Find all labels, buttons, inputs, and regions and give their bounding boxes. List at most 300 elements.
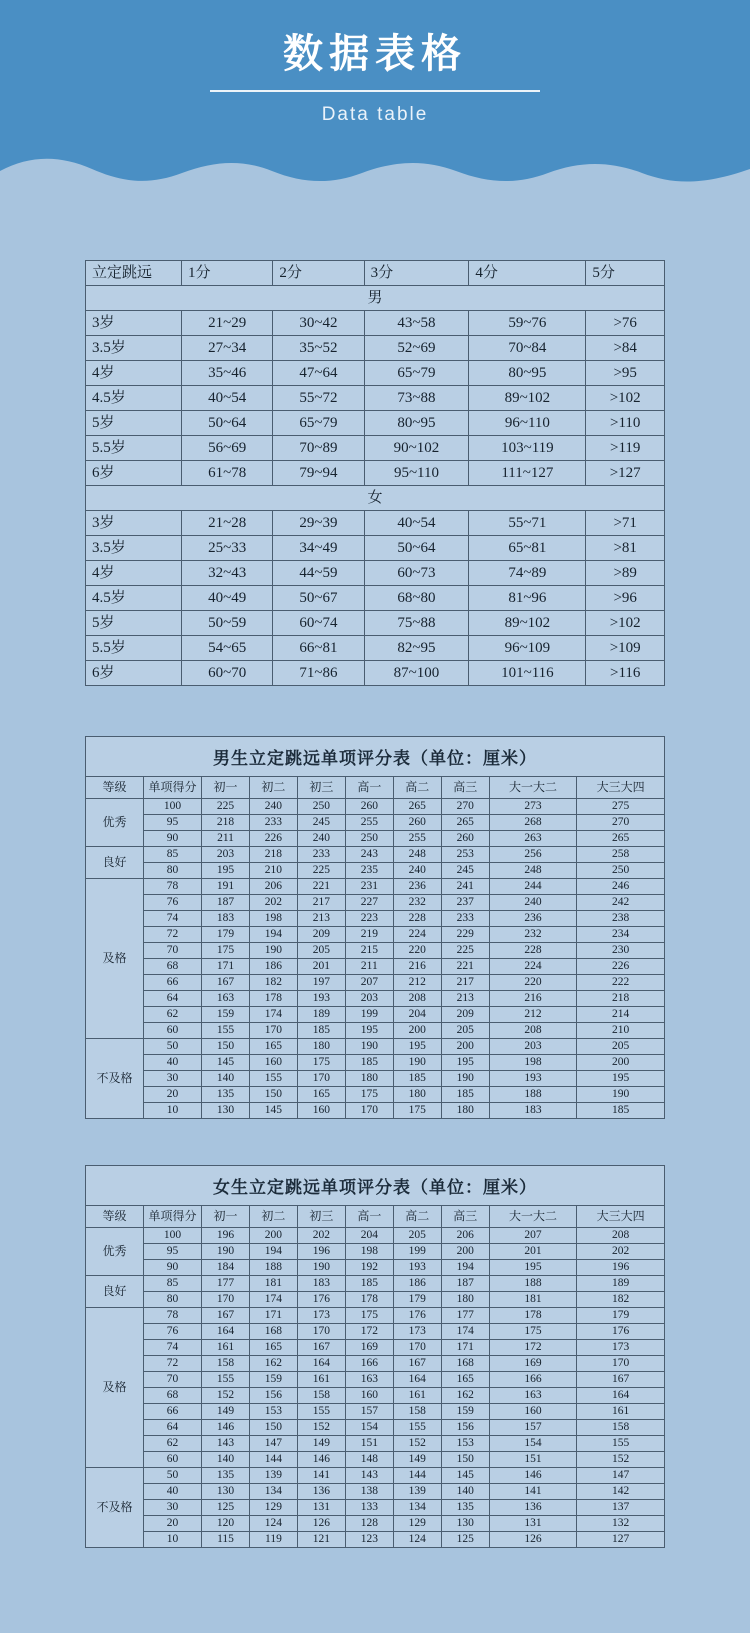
cell: 197 xyxy=(297,975,345,991)
cell: 136 xyxy=(297,1484,345,1500)
cell: 221 xyxy=(297,879,345,895)
cell: 164 xyxy=(202,1324,250,1340)
cell: 127 xyxy=(577,1532,665,1548)
cell: 160 xyxy=(249,1055,297,1071)
cell: 161 xyxy=(577,1404,665,1420)
cell: 199 xyxy=(345,1007,393,1023)
column-header: 单项得分 xyxy=(144,1206,202,1228)
cell: >76 xyxy=(586,311,665,336)
cell: 180 xyxy=(441,1103,489,1119)
cell: 225 xyxy=(202,799,250,815)
cell: 119 xyxy=(249,1532,297,1548)
cell: 149 xyxy=(393,1452,441,1468)
cell: 226 xyxy=(577,959,665,975)
cell: 35~52 xyxy=(273,336,364,361)
cell: 221 xyxy=(441,959,489,975)
cell: >110 xyxy=(586,411,665,436)
table-row xyxy=(86,1276,665,1292)
cell: 175 xyxy=(393,1103,441,1119)
cell: 134 xyxy=(249,1484,297,1500)
cell: 134 xyxy=(393,1500,441,1516)
cell: 115 xyxy=(202,1532,250,1548)
cell: 205 xyxy=(577,1039,665,1055)
gender-section-row xyxy=(86,286,665,311)
cell: 150 xyxy=(249,1420,297,1436)
cell: 20 xyxy=(144,1516,202,1532)
cell: 90 xyxy=(144,831,202,847)
table-header-row xyxy=(86,777,665,799)
cell: 188 xyxy=(249,1260,297,1276)
cell: 218 xyxy=(249,847,297,863)
table-row xyxy=(86,1055,665,1071)
table-row xyxy=(86,1292,665,1308)
table-row xyxy=(86,927,665,943)
table-row xyxy=(86,895,665,911)
cell: 181 xyxy=(249,1276,297,1292)
male-scoring-title: 男生立定跳远单项评分表（单位：厘米） xyxy=(85,736,665,776)
column-header: 大一大二 xyxy=(489,1206,577,1228)
cell: 85 xyxy=(144,847,202,863)
table-row xyxy=(86,863,665,879)
cell: 194 xyxy=(249,927,297,943)
cell: 233 xyxy=(297,847,345,863)
cell: 219 xyxy=(345,927,393,943)
cell: 172 xyxy=(489,1340,577,1356)
cell: 129 xyxy=(393,1516,441,1532)
cell: 228 xyxy=(489,943,577,959)
cell: 245 xyxy=(441,863,489,879)
cell: 240 xyxy=(393,863,441,879)
table-row xyxy=(86,411,665,436)
cell: 52~69 xyxy=(364,336,469,361)
column-header: 5分 xyxy=(586,261,665,286)
cell: 131 xyxy=(297,1500,345,1516)
table-row xyxy=(86,561,665,586)
age-label: 5岁 xyxy=(86,611,182,636)
male-section-label: 男 xyxy=(86,286,665,311)
column-header: 初三 xyxy=(297,777,345,799)
cell: 270 xyxy=(577,815,665,831)
cell: 147 xyxy=(577,1468,665,1484)
cell: 50~67 xyxy=(273,586,364,611)
cell: 178 xyxy=(249,991,297,1007)
cell: 185 xyxy=(345,1055,393,1071)
grade-label: 及格 xyxy=(86,879,144,1039)
cell: >96 xyxy=(586,586,665,611)
cell: 150 xyxy=(202,1039,250,1055)
cell: 75~88 xyxy=(364,611,469,636)
cell: 135 xyxy=(441,1500,489,1516)
jump-range-table-section xyxy=(0,195,750,686)
table-row xyxy=(86,1244,665,1260)
cell: 66 xyxy=(144,1404,202,1420)
cell: 170 xyxy=(297,1324,345,1340)
cell: 235 xyxy=(345,863,393,879)
cell: 62 xyxy=(144,1007,202,1023)
cell: 155 xyxy=(202,1023,250,1039)
cell: 196 xyxy=(297,1244,345,1260)
cell: 50~64 xyxy=(364,536,469,561)
cell: 211 xyxy=(202,831,250,847)
column-header: 大一大二 xyxy=(489,777,577,799)
table-row xyxy=(86,1228,665,1244)
cell: 171 xyxy=(441,1340,489,1356)
cell: 190 xyxy=(393,1055,441,1071)
cell: 244 xyxy=(489,879,577,895)
cell: 265 xyxy=(441,815,489,831)
male-scoring-section xyxy=(85,736,665,1119)
cell: 155 xyxy=(297,1404,345,1420)
column-header: 初二 xyxy=(249,777,297,799)
cell: 10 xyxy=(144,1532,202,1548)
table-row xyxy=(86,1023,665,1039)
cell: 139 xyxy=(393,1484,441,1500)
cell: 40 xyxy=(144,1484,202,1500)
cell: 180 xyxy=(393,1087,441,1103)
cell: 62 xyxy=(144,1436,202,1452)
cell: 155 xyxy=(202,1372,250,1388)
cell: 171 xyxy=(249,1308,297,1324)
cell: 158 xyxy=(202,1356,250,1372)
cell: 70~84 xyxy=(469,336,586,361)
cell: 165 xyxy=(297,1087,345,1103)
cell: 50 xyxy=(144,1039,202,1055)
table-row xyxy=(86,1340,665,1356)
cell: 95 xyxy=(144,815,202,831)
cell: 156 xyxy=(441,1420,489,1436)
cell: 210 xyxy=(249,863,297,879)
cell: 76 xyxy=(144,895,202,911)
cell: 64 xyxy=(144,1420,202,1436)
cell: 233 xyxy=(249,815,297,831)
cell: 228 xyxy=(393,911,441,927)
cell: 130 xyxy=(441,1516,489,1532)
cell: 164 xyxy=(393,1372,441,1388)
cell: 145 xyxy=(202,1055,250,1071)
cell: 194 xyxy=(441,1260,489,1276)
cell: 151 xyxy=(489,1452,577,1468)
cell: 183 xyxy=(489,1103,577,1119)
cell: 238 xyxy=(577,911,665,927)
cell: 160 xyxy=(489,1404,577,1420)
table-row xyxy=(86,1468,665,1484)
cell: 160 xyxy=(345,1388,393,1404)
cell: 149 xyxy=(202,1404,250,1420)
cell: 265 xyxy=(577,831,665,847)
cell: 180 xyxy=(441,1292,489,1308)
cell: 40 xyxy=(144,1055,202,1071)
cell: 213 xyxy=(297,911,345,927)
cell: 260 xyxy=(393,815,441,831)
cell: 177 xyxy=(202,1276,250,1292)
cell: 85 xyxy=(144,1276,202,1292)
cell: 183 xyxy=(202,911,250,927)
cell: 21~29 xyxy=(182,311,273,336)
cell: >119 xyxy=(586,436,665,461)
cell: 182 xyxy=(249,975,297,991)
cell: 121 xyxy=(297,1532,345,1548)
cell: 230 xyxy=(577,943,665,959)
cell: 206 xyxy=(249,879,297,895)
cell: 180 xyxy=(345,1071,393,1087)
cell: 233 xyxy=(441,911,489,927)
table-row xyxy=(86,386,665,411)
cell: 79~94 xyxy=(273,461,364,486)
male-scoring-table xyxy=(85,776,665,1119)
cell: 161 xyxy=(393,1388,441,1404)
cell: 176 xyxy=(577,1324,665,1340)
cell: 192 xyxy=(345,1260,393,1276)
table-row xyxy=(86,1356,665,1372)
grade-label: 优秀 xyxy=(86,799,144,847)
cell: 158 xyxy=(297,1388,345,1404)
cell: 177 xyxy=(441,1308,489,1324)
cell: 170 xyxy=(577,1356,665,1372)
cell: 162 xyxy=(249,1356,297,1372)
cell: 245 xyxy=(297,815,345,831)
table-row xyxy=(86,1500,665,1516)
cell: 163 xyxy=(489,1388,577,1404)
gender-section-row xyxy=(86,486,665,511)
cell: 160 xyxy=(297,1103,345,1119)
cell: 196 xyxy=(577,1260,665,1276)
grade-label: 良好 xyxy=(86,1276,144,1308)
cell: 199 xyxy=(393,1244,441,1260)
cell: 103~119 xyxy=(469,436,586,461)
cell: 80~95 xyxy=(364,411,469,436)
cell: 209 xyxy=(297,927,345,943)
cell: 120 xyxy=(202,1516,250,1532)
cell: 60~73 xyxy=(364,561,469,586)
cell: 224 xyxy=(393,927,441,943)
cell: 191 xyxy=(202,879,250,895)
table-row xyxy=(86,1372,665,1388)
column-header: 高三 xyxy=(441,1206,489,1228)
cell: 253 xyxy=(441,847,489,863)
table-row xyxy=(86,311,665,336)
cell: 68~80 xyxy=(364,586,469,611)
cell: 229 xyxy=(441,927,489,943)
cell: 195 xyxy=(577,1071,665,1087)
cell: 151 xyxy=(345,1436,393,1452)
cell: 185 xyxy=(393,1071,441,1087)
cell: 60~74 xyxy=(273,611,364,636)
cell: 164 xyxy=(577,1388,665,1404)
cell: 224 xyxy=(489,959,577,975)
cell: 145 xyxy=(441,1468,489,1484)
cell: 179 xyxy=(577,1308,665,1324)
cell: 203 xyxy=(202,847,250,863)
cell: 54~65 xyxy=(182,636,273,661)
cell: 255 xyxy=(393,831,441,847)
cell: 194 xyxy=(249,1244,297,1260)
cell: 173 xyxy=(577,1340,665,1356)
cell: 212 xyxy=(393,975,441,991)
cell: 236 xyxy=(393,879,441,895)
cell: 72 xyxy=(144,1356,202,1372)
cell: 178 xyxy=(489,1308,577,1324)
table-row xyxy=(86,959,665,975)
table-header-row xyxy=(86,1206,665,1228)
cell: 143 xyxy=(345,1468,393,1484)
cell: 157 xyxy=(345,1404,393,1420)
cell: 173 xyxy=(393,1324,441,1340)
cell: >102 xyxy=(586,611,665,636)
cell: 126 xyxy=(489,1532,577,1548)
table-row xyxy=(86,1039,665,1055)
cell: 135 xyxy=(202,1468,250,1484)
cell: 215 xyxy=(345,943,393,959)
cell: 195 xyxy=(441,1055,489,1071)
cell: 140 xyxy=(202,1452,250,1468)
cell: 216 xyxy=(489,991,577,1007)
cell: 68 xyxy=(144,1388,202,1404)
cell: 152 xyxy=(577,1452,665,1468)
cell: 200 xyxy=(441,1244,489,1260)
cell: 55~71 xyxy=(469,511,586,536)
cell: 198 xyxy=(249,911,297,927)
cell: 201 xyxy=(297,959,345,975)
cell: 74 xyxy=(144,911,202,927)
cell: 205 xyxy=(441,1023,489,1039)
cell: 95 xyxy=(144,1244,202,1260)
cell: >81 xyxy=(586,536,665,561)
cell: 210 xyxy=(577,1023,665,1039)
cell: 237 xyxy=(441,895,489,911)
cell: 140 xyxy=(202,1071,250,1087)
cell: 161 xyxy=(202,1340,250,1356)
cell: 21~28 xyxy=(182,511,273,536)
cell: 154 xyxy=(489,1436,577,1452)
cell: 152 xyxy=(297,1420,345,1436)
cell: 265 xyxy=(393,799,441,815)
cell: 65~81 xyxy=(469,536,586,561)
cell: 65~79 xyxy=(273,411,364,436)
table-row xyxy=(86,511,665,536)
cell: 173 xyxy=(297,1308,345,1324)
cell: 200 xyxy=(249,1228,297,1244)
column-header: 立定跳远 xyxy=(86,261,182,286)
cell: 180 xyxy=(297,1039,345,1055)
cell: 64 xyxy=(144,991,202,1007)
cell: 96~109 xyxy=(469,636,586,661)
cell: 212 xyxy=(489,1007,577,1023)
column-header: 等级 xyxy=(86,1206,144,1228)
table-row xyxy=(86,943,665,959)
cell: 170 xyxy=(202,1292,250,1308)
cell: 174 xyxy=(249,1007,297,1023)
table-row xyxy=(86,661,665,686)
cell: 195 xyxy=(489,1260,577,1276)
cell: 128 xyxy=(345,1516,393,1532)
cell: 167 xyxy=(202,1308,250,1324)
cell: 59~76 xyxy=(469,311,586,336)
cell: 125 xyxy=(441,1532,489,1548)
cell: 196 xyxy=(202,1228,250,1244)
cell: 232 xyxy=(393,895,441,911)
table-row xyxy=(86,461,665,486)
table-row xyxy=(86,1087,665,1103)
cell: 130 xyxy=(202,1103,250,1119)
cell: 126 xyxy=(297,1516,345,1532)
cell: 50 xyxy=(144,1468,202,1484)
cell: 198 xyxy=(489,1055,577,1071)
cell: >71 xyxy=(586,511,665,536)
age-label: 6岁 xyxy=(86,461,182,486)
cell: 70~89 xyxy=(273,436,364,461)
cell: 40~54 xyxy=(182,386,273,411)
cell: 190 xyxy=(577,1087,665,1103)
cell: 166 xyxy=(345,1356,393,1372)
cell: 50~59 xyxy=(182,611,273,636)
cell: 163 xyxy=(345,1372,393,1388)
cell: 34~49 xyxy=(273,536,364,561)
cell: 240 xyxy=(489,895,577,911)
grade-label: 不及格 xyxy=(86,1468,144,1548)
cell: 270 xyxy=(441,799,489,815)
cell: 68 xyxy=(144,959,202,975)
cell: 72 xyxy=(144,927,202,943)
cell: 142 xyxy=(577,1484,665,1500)
cell: 27~34 xyxy=(182,336,273,361)
cell: 71~86 xyxy=(273,661,364,686)
page-header xyxy=(0,0,750,195)
cell: 217 xyxy=(297,895,345,911)
cell: 44~59 xyxy=(273,561,364,586)
column-header: 3分 xyxy=(364,261,469,286)
cell: 40~54 xyxy=(364,511,469,536)
column-header: 高一 xyxy=(345,777,393,799)
table-row xyxy=(86,436,665,461)
cell: 263 xyxy=(489,831,577,847)
table-row xyxy=(86,799,665,815)
column-header: 高二 xyxy=(393,777,441,799)
cell: 231 xyxy=(345,879,393,895)
cell: 214 xyxy=(577,1007,665,1023)
age-label: 4岁 xyxy=(86,561,182,586)
table-row xyxy=(86,1436,665,1452)
cell: 246 xyxy=(577,879,665,895)
cell: 152 xyxy=(202,1388,250,1404)
cell: 185 xyxy=(297,1023,345,1039)
cell: 193 xyxy=(393,1260,441,1276)
cell: 167 xyxy=(393,1356,441,1372)
cell: 185 xyxy=(345,1276,393,1292)
cell: 169 xyxy=(345,1340,393,1356)
cell: 76 xyxy=(144,1324,202,1340)
cell: 186 xyxy=(393,1276,441,1292)
cell: 132 xyxy=(577,1516,665,1532)
cell: 222 xyxy=(577,975,665,991)
cell: 40~49 xyxy=(182,586,273,611)
cell: 195 xyxy=(345,1023,393,1039)
cell: 260 xyxy=(441,831,489,847)
cell: 179 xyxy=(202,927,250,943)
cell: 30 xyxy=(144,1500,202,1516)
column-header: 4分 xyxy=(469,261,586,286)
age-label: 4.5岁 xyxy=(86,586,182,611)
cell: 206 xyxy=(441,1228,489,1244)
cell: 190 xyxy=(202,1244,250,1260)
cell: 140 xyxy=(441,1484,489,1500)
table-row xyxy=(86,586,665,611)
cell: 30~42 xyxy=(273,311,364,336)
cell: 171 xyxy=(202,959,250,975)
cell: 207 xyxy=(489,1228,577,1244)
column-header: 单项得分 xyxy=(144,777,202,799)
cell: 82~95 xyxy=(364,636,469,661)
cell: 175 xyxy=(202,943,250,959)
